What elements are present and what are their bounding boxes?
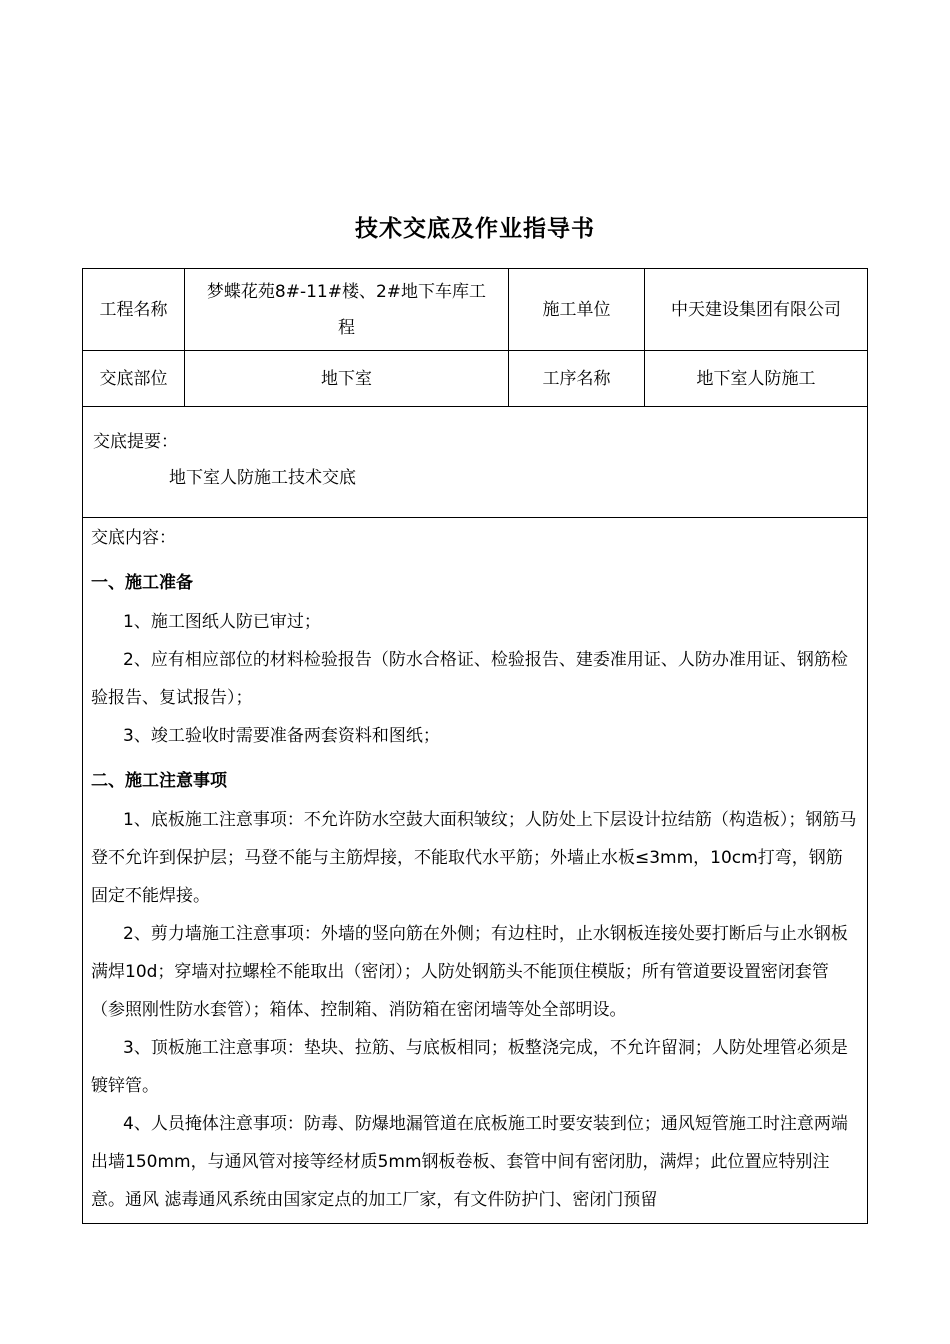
section-2-item: 3、顶板施工注意事项：垫块、拉筋、与底板相同；板整浇完成，不允许留洞；人防处埋管必须是镀锌管。 [91,1038,848,1096]
section-2-item: 4、人员掩体注意事项：防毒、防爆地漏管道在底板施工时要安装到位；通风短管施工时注意两端出墙150mm，与通风管对接等经材质5mm钢板卷板、套管中间有密闭肋，满焊；此位置应特别注意。通风 滤毒通风系统由国家定点的加工厂家，有文件防护门、密闭门预留 [91,1114,848,1210]
section-1-item: 3、竣工验收时需要准备两套资料和图纸； [123,726,440,746]
section-1-title: 一、施工准备 [91,573,193,593]
content-label: 交底内容： [91,528,176,548]
location-label: 交底部位 [83,351,185,406]
construction-unit-label: 施工单位 [509,269,645,350]
location-value: 地下室 [185,351,509,406]
summary-text: 地下室人防施工技术交底 [169,468,356,488]
process-value: 地下室人防施工 [696,368,816,389]
summary-label: 交底提要： [93,432,178,452]
info-row-1 [83,269,867,351]
section-2-item: 1、底板施工注意事项：不允许防水空鼓大面积皱纹；人防处上下层设计拉结筋（构造板）；钢筋马登不允许到保护层；马登不能与主筋焊接，不能取代水平筋；外墙止水板≤3mm，10cm打弯，钢筋固定不能焊接。 [91,810,857,906]
section-1-item: 2、应有相应部位的材料检验报告（防水合格证、检验报告、建委准用证、人防办准用证、钢筋检验报告、复试报告）； [91,650,848,708]
section-2-title: 二、施工注意事项 [91,771,227,791]
project-name-value: 梦蝶花苑8#-11#楼、2#地下车库工程 [185,269,509,350]
section-2-item: 2、剪力墙施工注意事项：外墙的竖向筋在外侧；有边柱时，止水钢板连接处要打断后与止水钢板满焊10d；穿墙对拉螺栓不能取出（密闭）；人防处钢筋头不能顶住模版；所有管道要设置密闭套管（参照刚性防水套管）；箱体、控制箱、消防箱在密闭墙等处全部明设。 [91,924,848,1020]
content-section [83,518,867,1219]
construction-unit-value: 中天建设集团有限公司 [671,299,841,320]
summary-section [83,407,867,518]
document-title: 技术交底及作业指导书 [355,216,595,242]
section-1-item: 1、施工图纸人防已审过； [123,612,321,632]
disclosure-form [82,268,868,1224]
info-row-2 [83,351,867,407]
process-label: 工序名称 [509,351,645,406]
project-name-label: 工程名称 [83,269,185,350]
